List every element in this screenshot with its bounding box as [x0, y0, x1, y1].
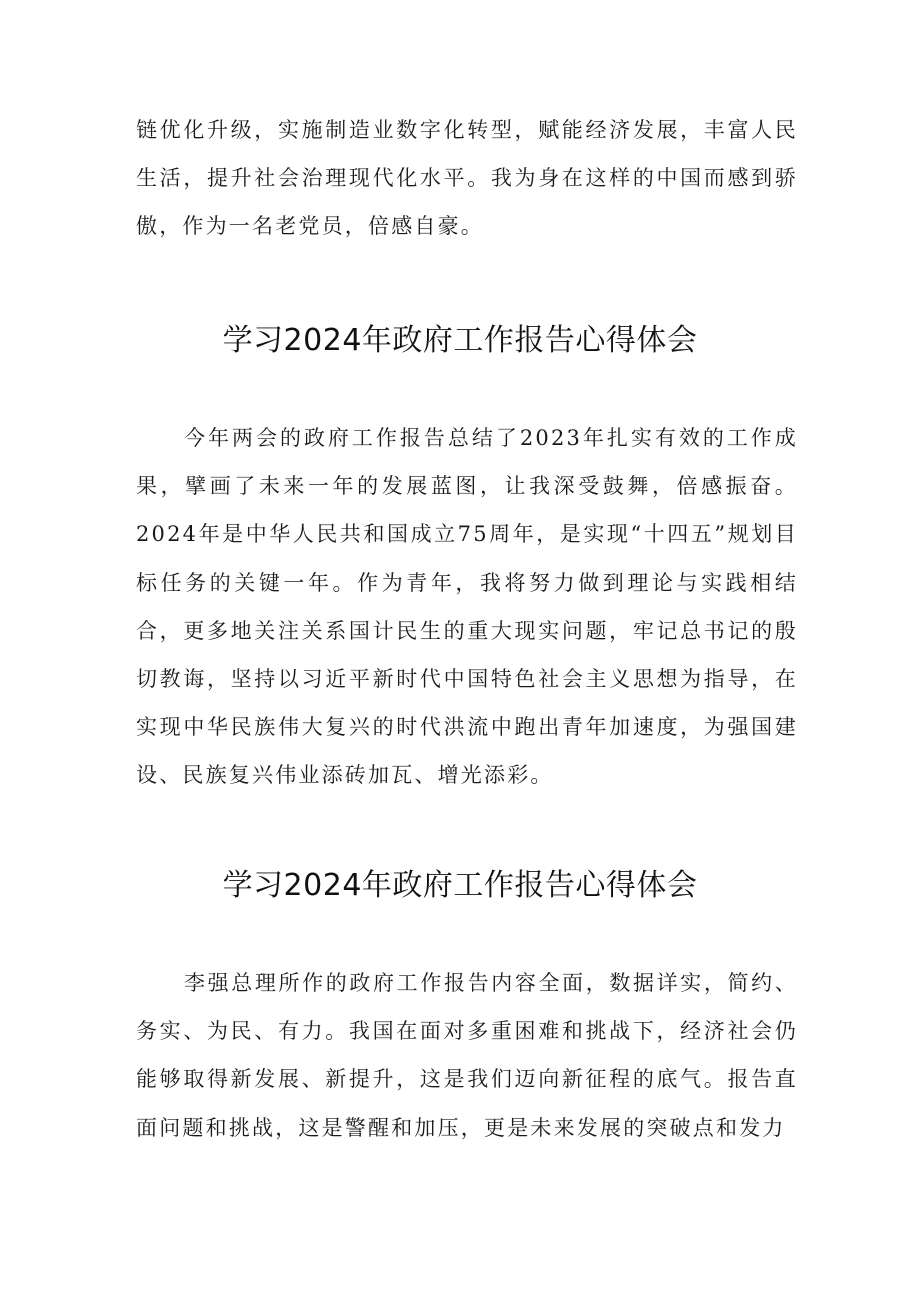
continued-paragraph: 链优化升级，实施制造业数字化转型，赋能经济发展，丰富人民生活，提升社会治理现代化水平。我为身在这样的中国而感到骄傲，作为一名老党员，倍感自豪。: [136, 118, 798, 239]
section-2-body: 李强总理所作的政府工作报告内容全面，数据详实，简约、务实、为民、有力。我国在面对多重困难和挑战下，经济社会仍能够取得新发展、新提升，这是我们迈向新征程的底气。报告直面问题和挑战，这是警醒和加压，更是未来发展的突破点和发力: [136, 971, 798, 1140]
section-1-body: 今年两会的政府工作报告总结了2023年扎实有效的工作成果，擘画了未来一年的发展蓝图，让我深受鼓舞，倍感振奋。2024年是中华人民共和国成立75周年，是实现“十四五”规划目标任务的关键一年。作为青年，我将努力做到理论与实践相结合，更多地关注关系国计民生的重大现实问题，牢记总书记的殷切教诲，坚持以习近平新时代中国特色社会主义思想为指导，在实现中华民族伟大复兴的时代洪流中跑出青年加速度，为强国建设、民族复兴伟业添砖加瓦、增光添彩。: [136, 426, 798, 788]
section-1-title: 学习2024年政府工作报告心得体会: [222, 323, 698, 358]
section-2-title: 学习2024年政府工作报告心得体会: [222, 868, 698, 903]
